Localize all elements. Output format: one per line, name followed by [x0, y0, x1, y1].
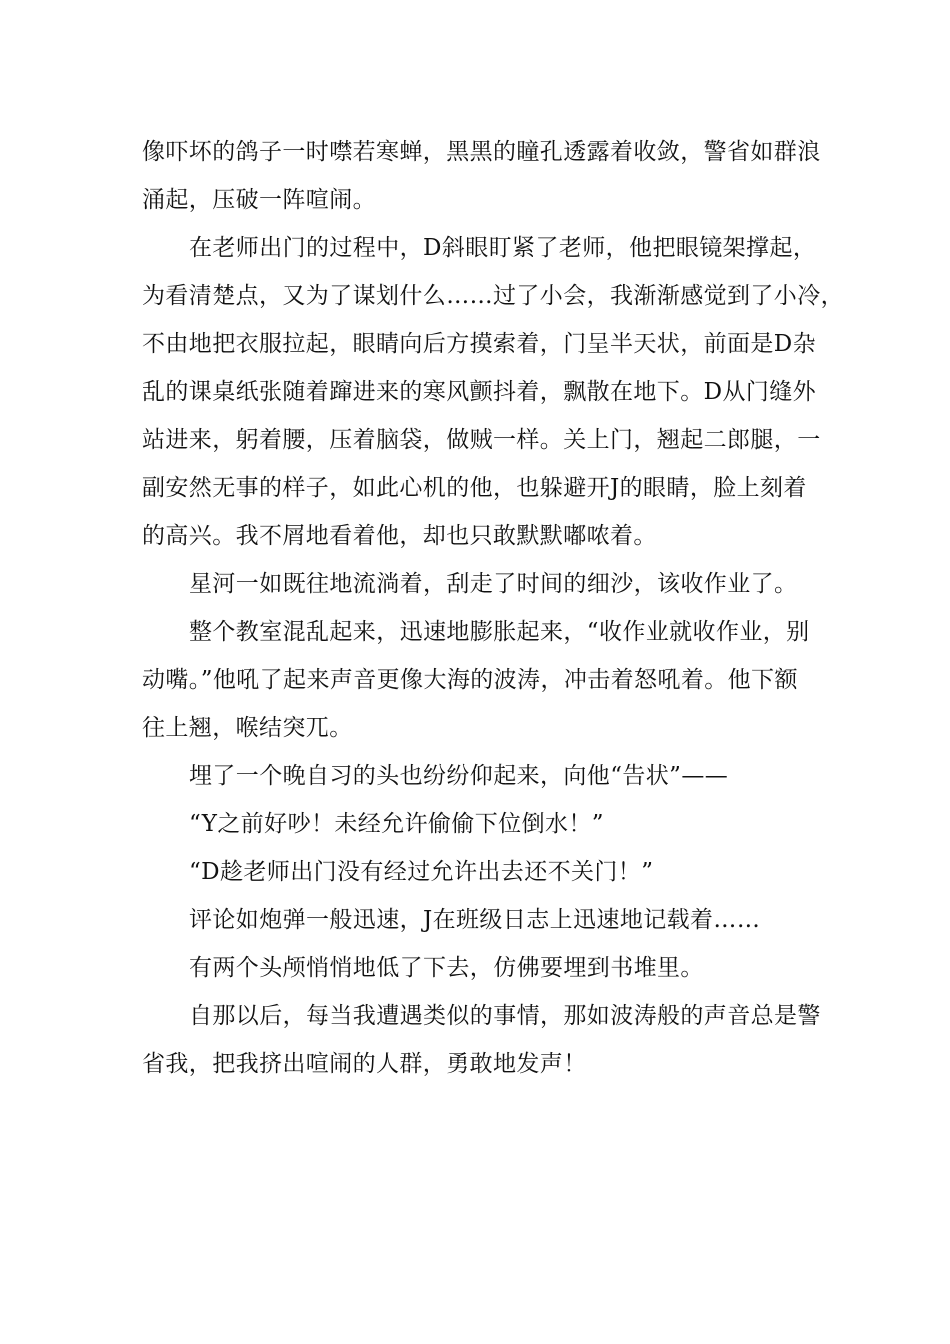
paragraph-start-line: “Y之前好吵！未经允许偷偷下位倒水！” — [189, 811, 604, 837]
paragraph-start-line: 在老师出门的过程中，D斜眼盯紧了老师，他把眼镜架撑起， — [189, 235, 817, 261]
text-line: 站进来，躬着腰，压着脑袋，做贼一样。关上门，翘起二郎腿，一 — [142, 427, 821, 453]
paragraph-start-line: 有两个头颅悄悄地低了下去，仿佛要埋到书堆里。 — [189, 955, 704, 981]
paragraph-start-line: 评论如炮弹一般迅速，J在班级日志上迅速地记载着…… — [189, 907, 761, 933]
paragraph-start-line: 自那以后，每当我遭遇类似的事情，那如波涛般的声音总是警 — [189, 1003, 821, 1029]
paragraph-start-line: 整个教室混乱起来，迅速地膨胀起来，“收作业就收作业，别 — [189, 619, 810, 645]
text-line: 往上翘，喉结突兀。 — [142, 715, 353, 741]
paragraph-start-line: 埋了一个晚自习的头也纷纷仰起来，向他“告状”—— — [189, 763, 729, 789]
text-line: 像吓坏的鸽子一时噤若寒蝉，黑黑的瞳孔透露着收敛，警省如群浪 — [142, 139, 821, 165]
text-line: 的高兴。我不屑地看着他，却也只敢默默嘟哝着。 — [142, 523, 657, 549]
text-line: 动嘴。”他吼了起来声音更像大海的波涛，冲击着怒吼着。他下额 — [142, 667, 798, 693]
paragraph-start-line: “D趁老师出门没有经过允许出去还不关门！” — [189, 859, 654, 885]
text-line: 为看清楚点，又为了谋划什么……过了小会，我渐渐感觉到了小冷， — [142, 283, 844, 309]
paragraph-start-line: 星河一如既往地流淌着，刮走了时间的细沙，该收作业了。 — [189, 571, 798, 597]
text-line: 乱的课桌纸张随着蹿进来的寒风颤抖着，飘散在地下。D从门缝外 — [142, 379, 817, 405]
text-line: 不由地把衣服拉起，眼睛向后方摸索着，门呈半天状，前面是D杂 — [142, 331, 817, 357]
body-text — [142, 128, 844, 1088]
text-line: 副安然无事的样子，如此心机的他，也躲避开J的眼睛，脸上刻着 — [142, 475, 807, 501]
text-line: 涌起，压破一阵喧闹。 — [142, 187, 376, 213]
text-line: 省我，把我挤出喧闹的人群，勇敢地发声！ — [142, 1051, 587, 1077]
